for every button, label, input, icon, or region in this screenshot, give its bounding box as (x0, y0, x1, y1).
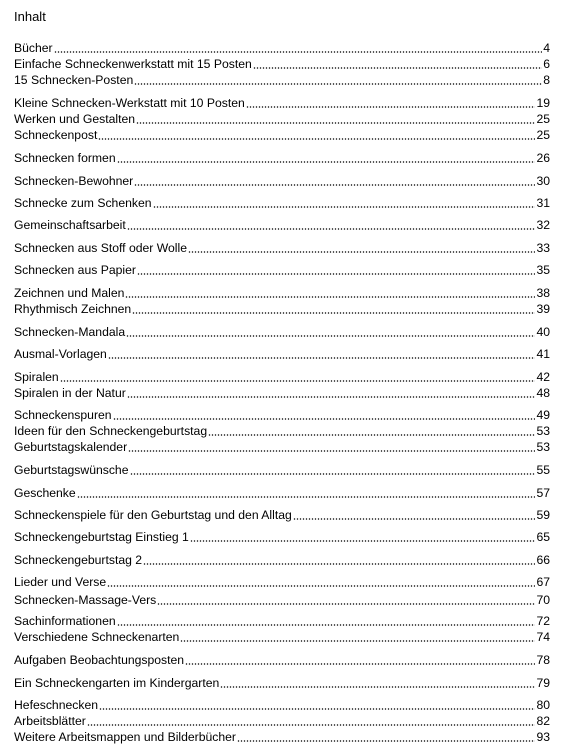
toc-entry-page-number: 48 (536, 386, 550, 400)
toc-entry-title: Kleine Schnecken-Werkstatt mit 10 Posten (14, 96, 245, 110)
dot-leader (180, 640, 535, 642)
toc-entry-title: Einfache Schneckenwerkstatt mit 15 Posten (14, 57, 252, 71)
toc-entry-title: Lieder und Verse (14, 575, 107, 589)
dot-leader (130, 473, 536, 475)
toc-entry-title: Schnecken-Bewohner (14, 174, 134, 188)
toc-entry-title: Gemeinschaftsarbeit (14, 218, 126, 232)
toc-entry-title: Schneckenspiele für den Geburtstag und den Alltag (14, 508, 292, 522)
toc-entry-title: Schnecken aus Papier (14, 263, 136, 277)
toc-entry (14, 614, 550, 628)
toc-heading: Inhalt (14, 9, 46, 24)
toc-entry-page-number: 30 (536, 174, 550, 188)
dot-leader (188, 251, 535, 253)
toc-entry-title: Schneckenspuren (14, 408, 112, 422)
toc-entry (14, 714, 550, 728)
toc-entry-page-number: 65 (536, 530, 550, 544)
toc-entry-page-number: 26 (536, 151, 550, 165)
dot-leader (107, 585, 535, 587)
toc-entry-page-number: 70 (536, 593, 550, 607)
toc-entry-title: Aufgaben Beobachtungsposten (14, 653, 185, 667)
toc-entry-page-number: 41 (536, 347, 550, 361)
dot-leader (136, 122, 535, 124)
dot-leader (113, 418, 536, 420)
toc-entry (14, 575, 550, 589)
toc-entry-page-number: 55 (536, 463, 550, 477)
toc-entry-page-number: 19 (536, 96, 550, 110)
toc-entry-title: Bücher (14, 41, 53, 55)
toc-entry (14, 128, 550, 142)
toc-entry-page-number: 6 (543, 57, 550, 71)
toc-entry (14, 325, 550, 339)
dot-leader (293, 518, 536, 520)
dot-leader (108, 357, 536, 359)
toc-entry (14, 508, 550, 522)
toc-entry-page-number: 40 (536, 325, 550, 339)
dot-leader (134, 83, 542, 85)
dot-leader (208, 434, 535, 436)
toc-entry-title: Spiralen in der Natur (14, 386, 126, 400)
toc-entry-title: Schnecken formen (14, 151, 116, 165)
toc-entry-page-number: 67 (536, 575, 550, 589)
toc-entry-title: Schnecken aus Stoff oder Wolle (14, 241, 187, 255)
toc-entry-page-number: 82 (536, 714, 550, 728)
toc-entry (14, 370, 550, 384)
toc-entry-title: Schnecke zum Schenken (14, 196, 152, 210)
toc-entry (14, 440, 550, 454)
dot-leader (185, 663, 535, 665)
toc-entry-title: Geburtstagswünsche (14, 463, 129, 477)
dot-leader (143, 563, 535, 565)
toc-entry-page-number: 25 (536, 112, 550, 126)
dot-leader (99, 708, 535, 710)
toc-entry-title: Ideen für den Schneckengeburtstag (14, 424, 208, 438)
toc-entry-page-number: 42 (536, 370, 550, 384)
toc-entry-page-number: 72 (536, 614, 550, 628)
toc-entry (14, 630, 550, 644)
toc-entry (14, 463, 550, 477)
toc-entry (14, 530, 550, 544)
dot-leader (190, 540, 536, 542)
dot-leader (132, 312, 535, 314)
dot-leader (54, 51, 543, 53)
toc-entry-page-number: 93 (536, 730, 550, 744)
toc-entry (14, 218, 550, 232)
toc-entry-title: Spiralen (14, 370, 59, 384)
dot-leader (127, 396, 536, 398)
toc-entry-title: 15 Schnecken-Posten (14, 73, 134, 87)
toc-entry (14, 196, 550, 210)
toc-entry-page-number: 66 (536, 553, 550, 567)
toc-entry (14, 174, 550, 188)
toc-entry (14, 698, 550, 712)
dot-leader (127, 228, 536, 230)
toc-entry (14, 593, 550, 607)
toc-entry-page-number: 32 (536, 218, 550, 232)
toc-entry-title: Schnecken-Mandala (14, 325, 126, 339)
toc-entry-title: Schneckenpost (14, 128, 98, 142)
toc-entry-page-number: 49 (536, 408, 550, 422)
toc-entry-page-number: 35 (536, 263, 550, 277)
toc-entry-page-number: 33 (536, 241, 550, 255)
toc-entry-page-number: 8 (543, 73, 550, 87)
dot-leader (253, 67, 542, 69)
toc-entry (14, 302, 550, 316)
dot-leader (77, 496, 536, 498)
toc-entry (14, 424, 550, 438)
toc-entry-title: Weitere Arbeitsmappen und Bilderbücher (14, 730, 236, 744)
dot-leader (125, 296, 535, 298)
toc-entry (14, 151, 550, 165)
toc-entry (14, 73, 550, 87)
dot-leader (126, 335, 535, 337)
toc-entry-page-number: 57 (536, 486, 550, 500)
toc-entry-page-number: 59 (536, 508, 550, 522)
toc-entry (14, 347, 550, 361)
dot-leader (220, 686, 535, 688)
toc-entry-page-number: 38 (536, 286, 550, 300)
toc-entry-title: Werken und Gestalten (14, 112, 136, 126)
toc-entry-title: Ausmal-Vorlagen (14, 347, 107, 361)
toc-entry-title: Schneckengeburtstag 2 (14, 553, 143, 567)
toc-entry-page-number: 31 (536, 196, 550, 210)
dot-leader (117, 161, 536, 163)
toc-entry (14, 57, 550, 71)
toc-entry-title: Arbeitsblätter (14, 714, 86, 728)
toc-entry-page-number: 25 (536, 128, 550, 142)
toc-entry (14, 386, 550, 400)
toc-entry-title: Verschiedene Schneckenarten (14, 630, 180, 644)
dot-leader (157, 603, 535, 605)
dot-leader (153, 206, 536, 208)
toc-entry-title: Rhythmisch Zeichnen (14, 302, 132, 316)
dot-leader (137, 273, 535, 275)
toc-entry (14, 730, 550, 744)
toc-entry-page-number: 39 (536, 302, 550, 316)
toc-entry-title: Geschenke (14, 486, 76, 500)
toc-entry (14, 653, 550, 667)
dot-leader (98, 138, 535, 140)
toc-entry-page-number: 53 (536, 424, 550, 438)
dot-leader (246, 106, 536, 108)
toc-entry (14, 286, 550, 300)
toc-entry (14, 241, 550, 255)
dot-leader (134, 184, 535, 186)
toc-entry (14, 263, 550, 277)
toc-entry (14, 112, 550, 126)
toc-entry (14, 486, 550, 500)
dot-leader (128, 450, 535, 452)
toc-entry-title: Schnecken-Massage-Vers (14, 593, 157, 607)
dot-leader (87, 724, 536, 726)
toc-entry-title: Zeichnen und Malen (14, 286, 125, 300)
toc-entry-title: Hefeschnecken (14, 698, 99, 712)
toc-entry-page-number: 80 (536, 698, 550, 712)
dot-leader (237, 740, 535, 742)
toc-entry-title: Geburtstagskalender (14, 440, 128, 454)
toc-entry (14, 96, 550, 110)
toc-entry (14, 553, 550, 567)
toc-entry-page-number: 79 (536, 676, 550, 690)
dot-leader (117, 624, 536, 626)
toc-entry (14, 676, 550, 690)
toc-entry-title: Ein Schneckengarten im Kindergarten (14, 676, 220, 690)
toc-entry (14, 408, 550, 422)
toc-entry-page-number: 78 (536, 653, 550, 667)
toc-entry-page-number: 53 (536, 440, 550, 454)
toc-entry (14, 41, 550, 55)
toc-entry-page-number: 74 (536, 630, 550, 644)
toc-entry-page-number: 4 (543, 41, 550, 55)
toc-entry-title: Schneckengeburtstag Einstieg 1 (14, 530, 189, 544)
dot-leader (60, 380, 536, 382)
toc-entry-title: Sachinformationen (14, 614, 116, 628)
